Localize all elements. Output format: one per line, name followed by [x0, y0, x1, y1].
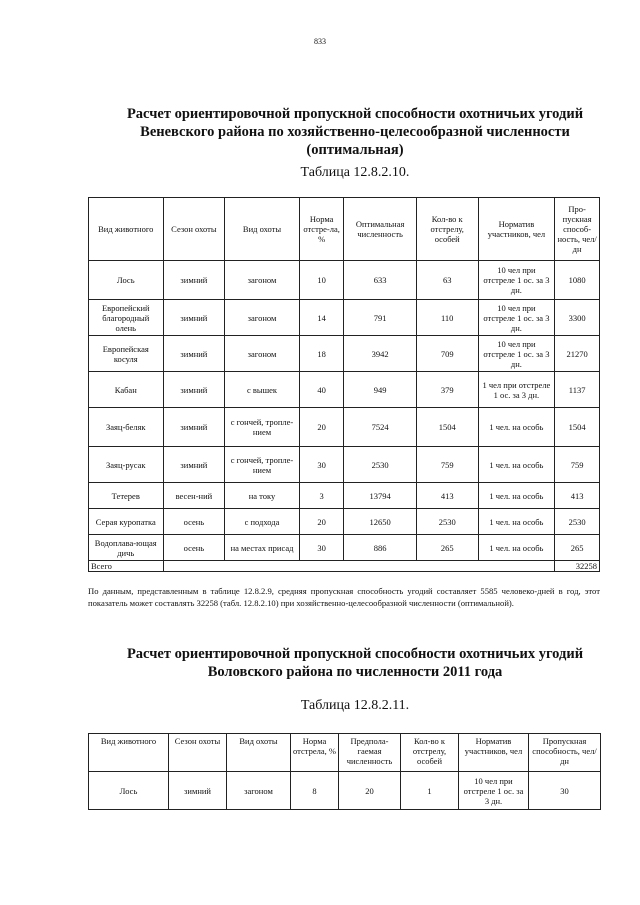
- table1-cell: 20: [299, 509, 344, 535]
- table1-cell: 14: [299, 300, 344, 336]
- table2-header-cell: Норматив участников, чел: [459, 734, 529, 772]
- table1-cell: 791: [344, 300, 416, 336]
- table1-cell: 709: [416, 336, 478, 372]
- table1-cell: зимний: [163, 372, 225, 408]
- table1-header-cell: Оптимальная численность: [344, 198, 416, 261]
- page-number: 833: [314, 37, 326, 46]
- table1-cell: 3: [299, 483, 344, 509]
- table1-header-cell: Сезон охоты: [163, 198, 225, 261]
- table1-total-value: 32258: [555, 561, 600, 572]
- table1-cell: 3300: [555, 300, 600, 336]
- table2-cell: 8: [291, 772, 339, 810]
- table1-cell: Европейская косуля: [89, 336, 164, 372]
- table1-row: [89, 372, 600, 408]
- table1-cell: Европейский благородный олень: [89, 300, 164, 336]
- table1-cell: осень: [163, 535, 225, 561]
- table1-cell: 10 чел при отстреле 1 ос. за 3 дн.: [478, 336, 555, 372]
- table1-caption: Таблица 12.8.2.10.: [300, 165, 410, 180]
- table1-cell: загоном: [225, 336, 300, 372]
- table1-cell: 30: [299, 535, 344, 561]
- table1-cell: зимний: [163, 300, 225, 336]
- table2-title: [60, 645, 640, 681]
- table1-cell: 413: [555, 483, 600, 509]
- table1-row: [89, 261, 600, 300]
- table1-cell: 265: [555, 535, 600, 561]
- table1-cell: 10: [299, 261, 344, 300]
- table1-row: [89, 408, 600, 447]
- table2-cell: зимний: [169, 772, 227, 810]
- table1-cell: 7524: [344, 408, 416, 447]
- table1-row: [89, 336, 600, 372]
- table2-header-cell: Кол-во к отстрелу, особей: [401, 734, 459, 772]
- table1-cell: 13794: [344, 483, 416, 509]
- table2-header-cell: Вид животного: [89, 734, 169, 772]
- table1-cell: 2530: [555, 509, 600, 535]
- table1-cell: 110: [416, 300, 478, 336]
- table1-cell: 1 чел. на особь: [478, 509, 555, 535]
- table1-total-row: [89, 561, 600, 572]
- table2-title-line: Расчет ориентировочной пропускной способности охотничьих угодий: [126, 646, 584, 662]
- table1-title: [60, 105, 640, 159]
- table1-cell: Заяц-беляк: [89, 408, 164, 447]
- table1-cell: 265: [416, 535, 478, 561]
- table1-cell: 1 чел. на особь: [478, 447, 555, 483]
- table2-cell: 20: [339, 772, 401, 810]
- table1-cell: 413: [416, 483, 478, 509]
- table1-cell: 2530: [344, 447, 416, 483]
- table1-cell: Лось: [89, 261, 164, 300]
- table1-cell: 379: [416, 372, 478, 408]
- table2-header-cell: Предпола-гаемая численность: [339, 734, 401, 772]
- table1-cell: 18: [299, 336, 344, 372]
- table1-header-cell: Про-пускная способ-ность, чел/дн: [555, 198, 600, 261]
- table1-cell: Серая куропатка: [89, 509, 164, 535]
- table1-cell: 759: [555, 447, 600, 483]
- table1-row: [89, 509, 600, 535]
- table1-cell: 21270: [555, 336, 600, 372]
- table1-cell: 1 чел. на особь: [478, 535, 555, 561]
- table1-title-line: Расчет ориентировочной пропускной способности охотничьих угодий: [126, 106, 584, 122]
- table2-cell: загоном: [227, 772, 291, 810]
- table1-cell: 1080: [555, 261, 600, 300]
- table1-total-spacer: [163, 561, 555, 572]
- table2-header-cell: Норма отстрела, %: [291, 734, 339, 772]
- table1-cell: зимний: [163, 261, 225, 300]
- table1-cell: 2530: [416, 509, 478, 535]
- table1-cell: 949: [344, 372, 416, 408]
- table1-cell: осень: [163, 509, 225, 535]
- table1-cell: зимний: [163, 336, 225, 372]
- summary-paragraph: По данным, представленным в таблице 12.8.2.9, средняя пропускная способность угодий составляет 5585 человеко-дней в год, этот показатель может составлять 32258 (табл. 12.8.2.10) при хозяйственно-целесообразной численности (оптимальной).: [88, 586, 600, 608]
- table1-cell: 1137: [555, 372, 600, 408]
- table1-cell: с подхода: [225, 509, 300, 535]
- table2-cell: 30: [529, 772, 601, 810]
- table1-body: [89, 261, 600, 561]
- table1-total-label: Всего: [89, 561, 164, 572]
- table1-cell: 1 чел. на особь: [478, 408, 555, 447]
- table1-header-cell: Норматив участников, чел: [478, 198, 555, 261]
- table1-cell: 886: [344, 535, 416, 561]
- table1-row: [89, 447, 600, 483]
- table1-cell: 759: [416, 447, 478, 483]
- table1-cell: Тетерев: [89, 483, 164, 509]
- table1-cell: с гончей, тропле-нием: [225, 447, 300, 483]
- table1-row: [89, 300, 600, 336]
- table1-cell: 3942: [344, 336, 416, 372]
- table2-header-cell: Вид охоты: [227, 734, 291, 772]
- table1-cell: 10 чел при отстреле 1 ос. за 3 дн.: [478, 300, 555, 336]
- table1-cell: 10 чел при отстреле 1 ос. за 3 дн.: [478, 261, 555, 300]
- table1-cell: весен-ний: [163, 483, 225, 509]
- table1: [88, 197, 600, 572]
- table1-cell: 1 чел. на особь: [478, 483, 555, 509]
- table1-row: [89, 535, 600, 561]
- table1-cell: 633: [344, 261, 416, 300]
- table2-cell: Лось: [89, 772, 169, 810]
- table1-cell: с вышек: [225, 372, 300, 408]
- table2: [88, 733, 601, 810]
- table1-cell: Кабан: [89, 372, 164, 408]
- table1-header-cell: Кол-во к отстрелу, особей: [416, 198, 478, 261]
- table1-cell: загоном: [225, 300, 300, 336]
- table1-header-row: [89, 198, 600, 261]
- table1-cell: 12650: [344, 509, 416, 535]
- table1-title-line: (оптимальная): [306, 142, 404, 158]
- table1-title-line: Веневского района по хозяйственно-целесообразной численности: [140, 124, 570, 140]
- table2-body: [89, 772, 601, 810]
- table1-cell: на току: [225, 483, 300, 509]
- table2-caption: Таблица 12.8.2.11.: [300, 698, 410, 713]
- table1-cell: Водоплава-ющая дичь: [89, 535, 164, 561]
- table1-row: [89, 483, 600, 509]
- table2-header-cell: Сезон охоты: [169, 734, 227, 772]
- table1-cell: 20: [299, 408, 344, 447]
- table1-cell: 1504: [555, 408, 600, 447]
- table2-header-row: [89, 734, 601, 772]
- table2-title-line: Воловского района по численности 2011 года: [207, 664, 503, 680]
- table1-cell: загоном: [225, 261, 300, 300]
- table1-cell: зимний: [163, 447, 225, 483]
- table1-cell: зимний: [163, 408, 225, 447]
- table1-cell: на местах присад: [225, 535, 300, 561]
- table1-cell: Заяц-русак: [89, 447, 164, 483]
- table1-header-cell: Норма отстре-ла, %: [299, 198, 344, 261]
- table1-cell: 1504: [416, 408, 478, 447]
- table2-header-cell: Пропускная способность, чел/дн: [529, 734, 601, 772]
- table1-header-cell: Вид животного: [89, 198, 164, 261]
- table1-header-cell: Вид охоты: [225, 198, 300, 261]
- table1-cell: 1 чел при отстреле 1 ос. за 3 дн.: [478, 372, 555, 408]
- table1-cell: 63: [416, 261, 478, 300]
- table2-cell: 10 чел при отстреле 1 ос. за 3 дн.: [459, 772, 529, 810]
- table1-cell: 30: [299, 447, 344, 483]
- table1-cell: 40: [299, 372, 344, 408]
- table1-cell: с гончей, тропле-нием: [225, 408, 300, 447]
- table2-row: [89, 772, 601, 810]
- table2-cell: 1: [401, 772, 459, 810]
